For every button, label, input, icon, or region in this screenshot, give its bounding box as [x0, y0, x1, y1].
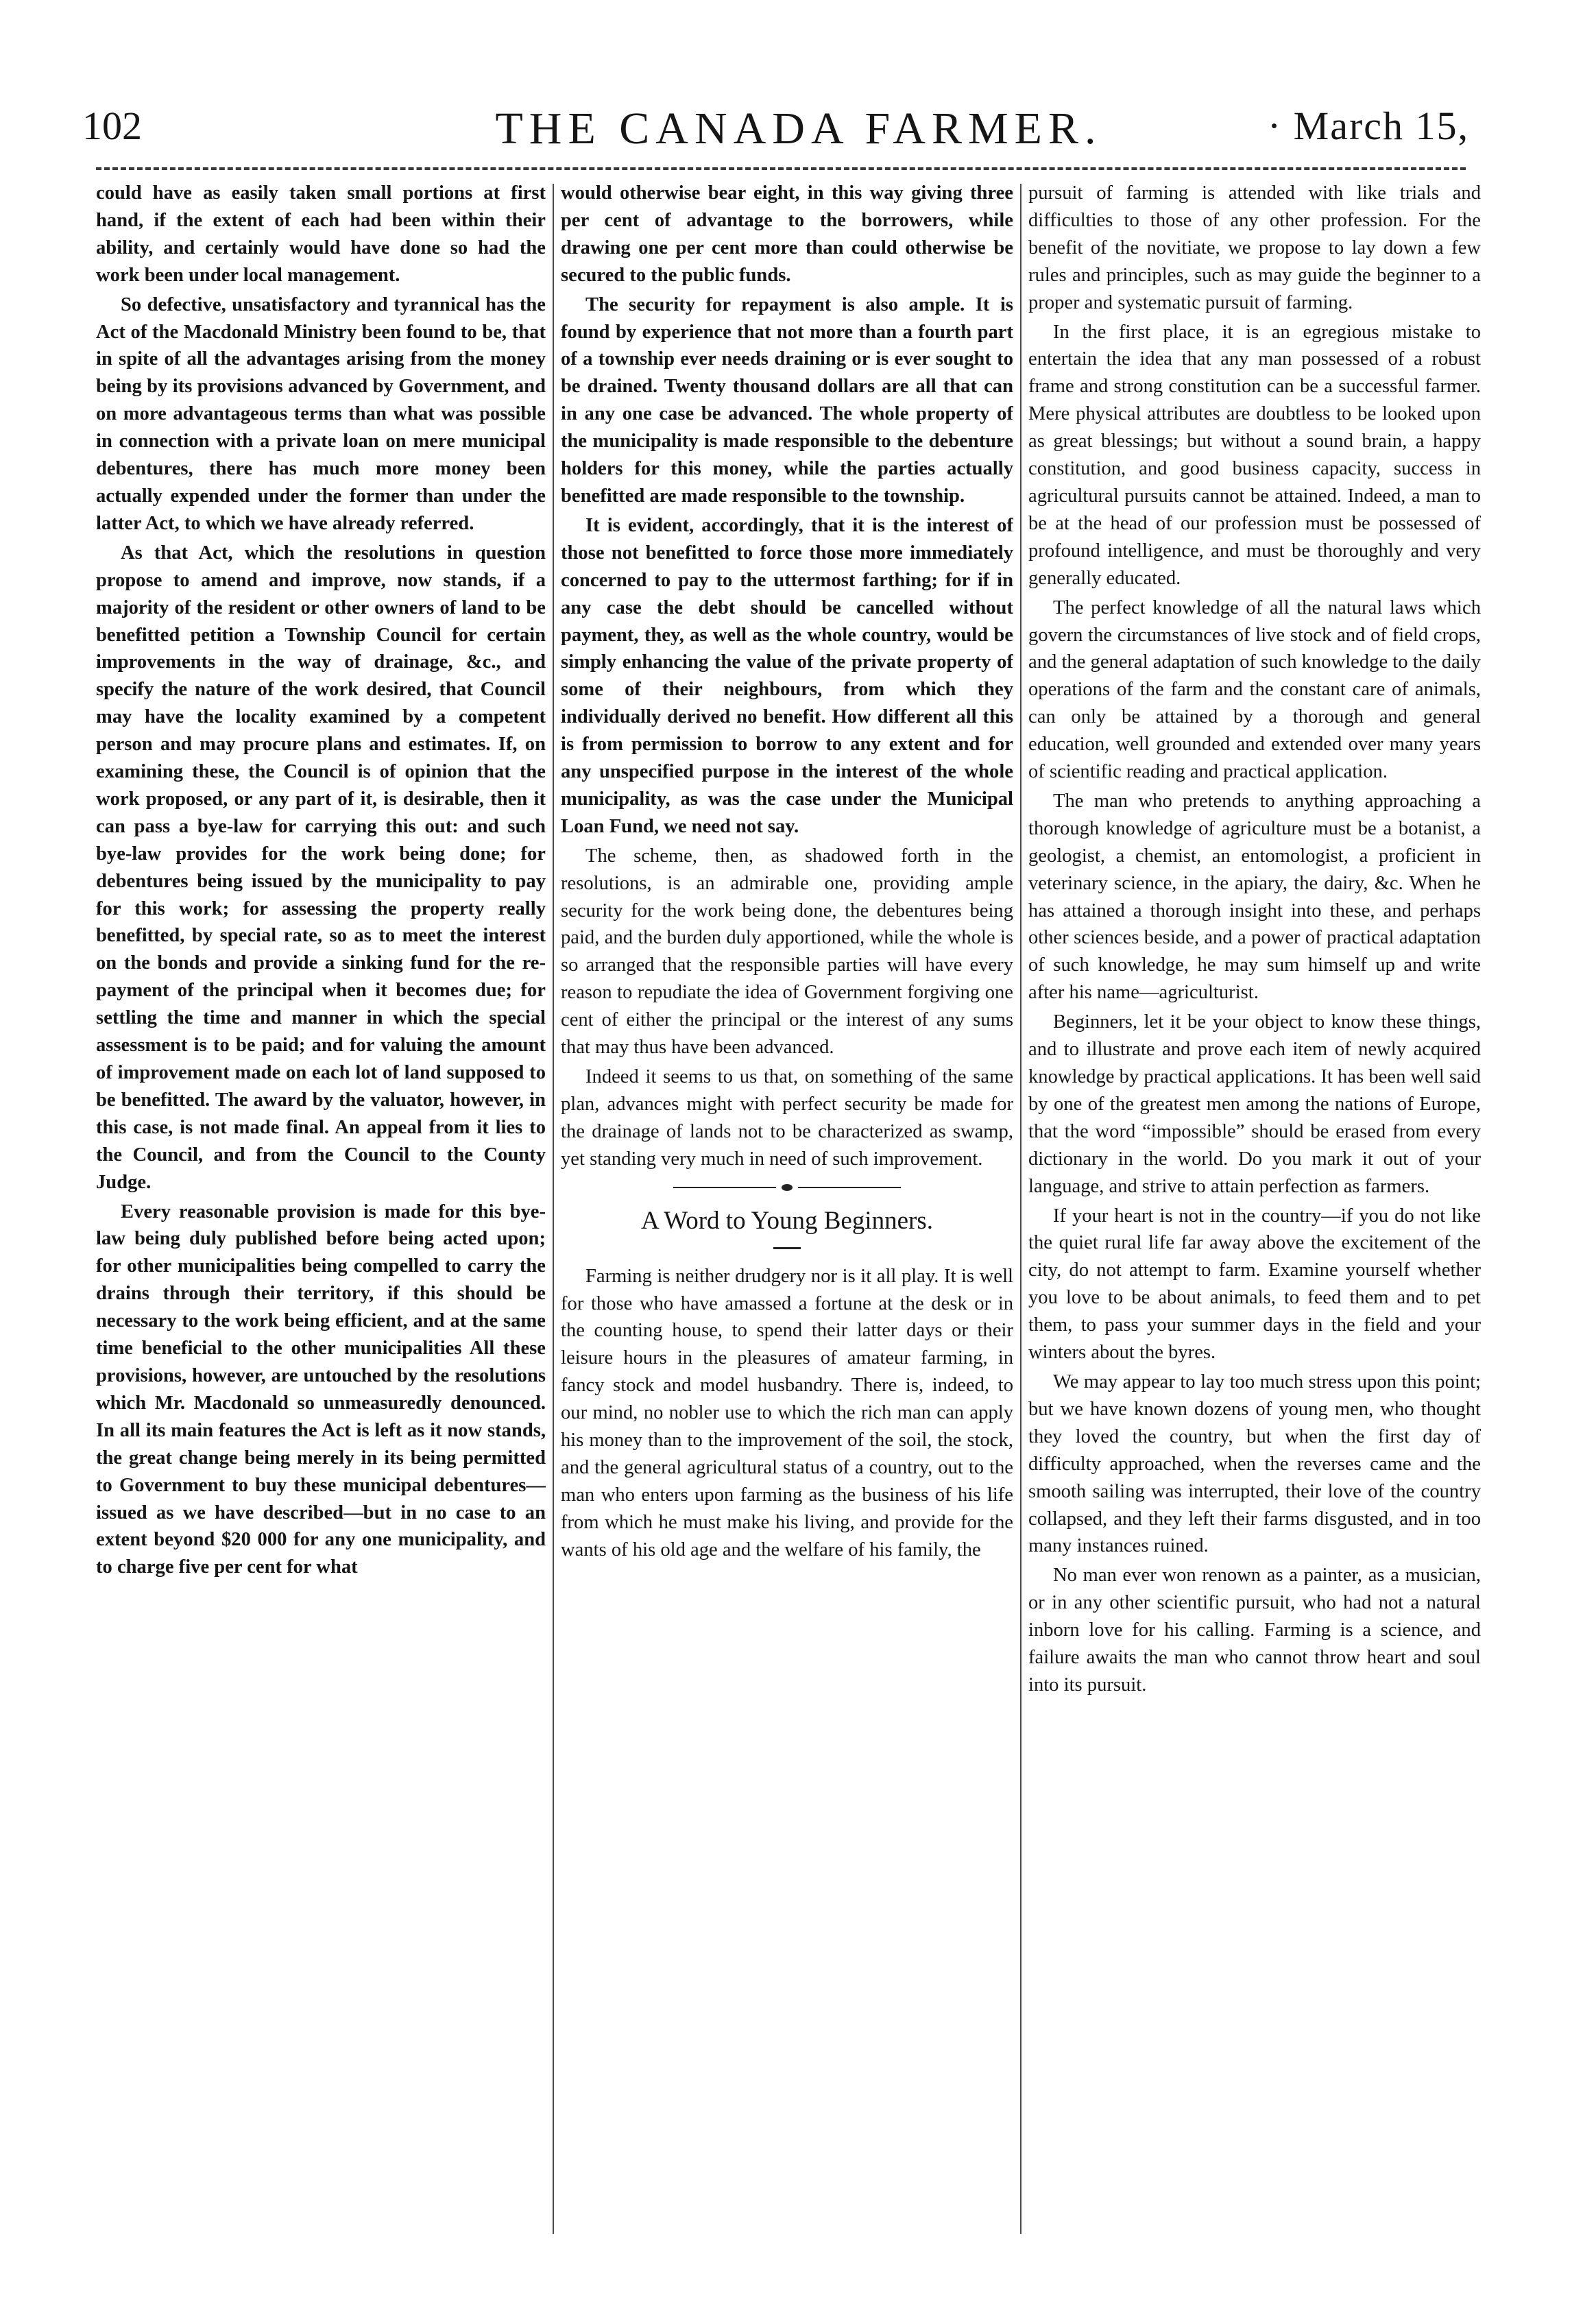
- paragraph: It is evident, accordingly, that it is the interest of those not benefitted to force those more immediately concerned to pay to the uttermost farthing; for if in any case the debt should be cancelled without payment, they, as well as the whole country, would be simply enhancing the value of the private property of some of their neighbours, from which they individually derived no benefit. How different all this is from permission to borrow to any extent and for any unspecified purpose in the interest of the whole municipality, as was the case under the Municipal Loan Fund, we need not say.: [561, 514, 1013, 837]
- column-rule-left: [553, 184, 554, 2234]
- masthead-rule: [96, 167, 1466, 170]
- paragraph: The perfect knowledge of all the natural laws which govern the circumstances of live stock and of field crops, and the general adaptation of such knowledge to the daily operations of the farm and the constant care of animals, can only be attained by a thorough and general education, well grounded and extended over many years of scientific reading and practical application.: [1028, 596, 1481, 783]
- paragraph: In the first place, it is an egregious mistake to entertain the idea that any man possessed of a robust frame and strong constitution can be a successful farmer. Mere physical attributes are doubtless to be looked upon as great blessings; but without a sound brain, a happy constitution, and good business capacity, success in agricultural pursuits cannot be attained. Indeed, a man to be at the head of our profession must be possessed of profound intelligence, and must be thoroughly and very generally educated.: [1028, 321, 1481, 589]
- paragraph: The security for repayment is also ample. It is found by experience that not more than a fourth part of a township ever needs draining or is ever sought to be drained. Twenty thousand dollars are all that can in any one case be advanced. The whole property of the municipality is made responsible to the debenture holders for this money, while the parties actually benefitted are made responsible to the township.: [561, 293, 1013, 507]
- masthead-title: THE CANADA FARMER.: [495, 104, 1102, 154]
- paragraph: would otherwise bear eight, in this way giving three per cent of advantage to the borrowers, while drawing one per cent more than could otherwise be secured to the public funds.: [561, 182, 1013, 286]
- article-title: A Word to Young Beginners.: [641, 1206, 933, 1235]
- paragraph: pursuit of farming is attended with like trials and difficulties to those of any other profession. For the benefit of the novitiate, we propose to lay down a few rules and principles, such as may guide the beginner to a proper and systematic pursuit of farming.: [1028, 182, 1481, 313]
- column-middle: [561, 180, 1013, 2250]
- paragraph: If your heart is not in the country—if you do not like the quiet rural life far away above the excitement of the city, do not attempt to farm. Examine yourself whether you love to be about animals, to feed them and to pet them, to pass your summer days in the field and your winters about the byres.: [1028, 1205, 1481, 1364]
- column-left: [96, 180, 546, 2250]
- paragraph: Indeed it seems to us that, on something of the same plan, advances might with perfect security be made for the drainage of lands not to be characterized as swamp, yet standing very much in need of such improvement.: [561, 1066, 1013, 1170]
- column-rule-right: [1020, 184, 1021, 2234]
- paragraph: could have as easily taken small portions at first hand, if the extent of each had been within their ability, and certainly would have done so had the work been under local management.: [96, 182, 546, 286]
- paragraph: Every reasonable provision is made for this bye-law being duly published before being acted upon; for other municipalities being compelled to carry the drains through their territory, if this should be necessary to the work being efficient, and at the same time beneficial to the other municipalities All these provisions, however, are untouched by the resolutions which Mr. Macdonald so unmeasuredly denounced. In all its main features the Act is left as it now stands, the great change being merely in its being permitted to Government to buy these municipal debentures—issued as we have described—but in no case to an extent beyond $20 000 for any one municipality, and to charge five per cent for what: [96, 1201, 546, 1578]
- paragraph: No man ever won renown as a painter, as a musician, or in any other scientific pursuit, who had not a natural inborn love for his calling. Farming is a science, and failure awaits the man who cannot throw heart and soul into its pursuit.: [1028, 1565, 1481, 1696]
- paragraph: The man who pretends to anything approaching a thorough knowledge of agriculture must be a botanist, a geologist, a chemist, an entomologist, a proficient in veterinary science, in the apiary, the dairy, &c. When he has attained a thorough insight into these, and perhaps other sciences beside, and a power of practical adaptation of such knowledge, he may sum himself up and write after his name—agriculturist.: [1028, 790, 1481, 1004]
- paragraph: The scheme, then, as shadowed forth in the resolutions, is an admirable one, providing ample security for the work being done, the debentures being paid, and the burden duly apportioned, while the whole is so arranged that the responsible parties will have every reason to repudiate the idea of Government forgiving one cent of either the principal or the interest of any sums that may thus have been advanced.: [561, 845, 1013, 1059]
- paragraph: As that Act, which the resolutions in question propose to amend and improve, now stands, if a majority of the resident or other owners of land to be benefitted petition a Township Council for certain improvements in the way of drainage, &c., and specify the nature of the work desired, that Council may have the locality examined by a competent person and may procure plans and estimates. If, on examining these, the Council is of opinion that the work proposed, or any part of it, is desirable, then it can pass a bye-law for carrying this out: and such bye-law provides for the work being done; for debentures being issued by the municipality to pay for this work; for assessing the property really benefitted, by special rate, so as to meet the interest on the bonds and provide a sinking fund for the re-payment of the principal when it becomes due; for settling the time and manner in which the special assessment is to be paid; and for valuing the amount of improvement made on each lot of land supposed to be benefitted. The award by the valuator, however, in this case, is not made final. An appeal from it lies to the Council, and from the Council to the County Judge.: [96, 542, 546, 1193]
- page-number: 102: [82, 104, 142, 148]
- paragraph: So defective, unsatisfactory and tyrannical has the Act of the Macdonald Ministry been found to be, that in spite of all the advantages arising from the money being by its provisions advanced by Government, and on more advantageous terms than what was possible in connection with a private loan on mere municipal debentures, there has much more money been actually expended under the former than under the latter Act, to which we have already referred.: [96, 293, 546, 534]
- paragraph: Farming is neither drudgery nor is it all play. It is well for those who have amassed a fortune at the desk or in the counting house, to spend their latter days or their leisure hours in the pleasures of amateur farming, in fancy stock and model husbandry. There is, indeed, to our mind, no nobler use to which the rich man can apply his money than to the improvement of the soil, the stock, and the general agricultural status of a country, out to the man who enters upon farming as the business of his life from which he must make his living, and provide for the wants of his old age and the welfare of his family, the: [561, 1265, 1013, 1560]
- title-dash: [773, 1247, 801, 1249]
- column-right: [1028, 180, 1481, 2250]
- issue-date: · March 15,: [1267, 104, 1469, 148]
- paragraph: We may appear to lay too much stress upon this point; but we have known dozens of young men, who thought they loved the country, but when the first day of difficulty approached, when the reverses came and the smooth sailing was interrupted, their love of the country collapsed, and they left their farms disgusted, and in too many instances ruined.: [1028, 1371, 1481, 1557]
- paragraph: Beginners, let it be your object to know these things, and to illustrate and prove each item of newly acquired knowledge by practical applications. It has been well said by one of the greatest men among the nations of Europe, that the word “impossible” should be erased from every dictionary in the world. Do you mark it out of your language, and strive to attain perfection as farmers.: [1028, 1011, 1481, 1197]
- section-ornament: [561, 1177, 1013, 1198]
